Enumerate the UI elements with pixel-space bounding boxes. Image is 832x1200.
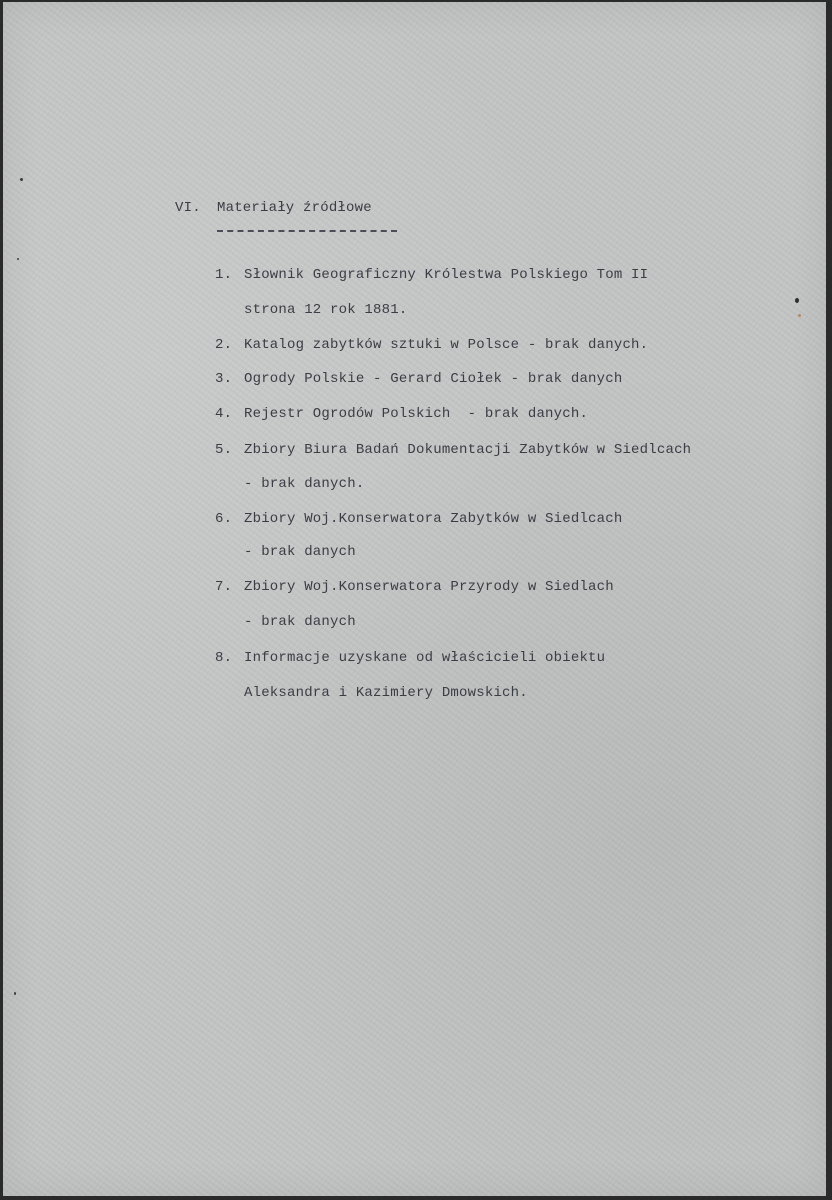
list-item-text-continued: strona 12 rok 1881. [244,302,408,318]
list-item-text: Zbiory Woj.Konserwatora Przyrody w Siedlach [244,579,614,595]
paper-speck [798,314,801,317]
list-item-text: Ogrody Polskie - Gerard Ciołek - brak danych [244,371,623,387]
list-item-number: 7. [215,579,233,595]
list-item-text-continued: - brak danych [244,544,356,560]
list-item-text-continued: - brak danych. [244,476,365,492]
section-number: VI. [175,200,201,216]
list-item-text: Rejestr Ogrodów Polskich - brak danych. [244,406,589,422]
list-item-number: 4. [215,406,233,422]
title-underline [217,230,397,232]
list-item-number: 5. [215,442,233,458]
paper-speck [20,178,23,181]
paper-speck [14,992,16,995]
section-title: Materiały źródłowe [217,200,372,216]
paper-speck [795,298,799,303]
list-item-text-continued: Aleksandra i Kazimiery Dmowskich. [244,685,528,701]
list-item-number: 3. [215,371,233,387]
list-item-text-continued: - brak danych [244,614,356,630]
list-item-number: 1. [215,267,233,283]
paper-speck [17,258,19,260]
list-item-text: Informacje uzyskane od właścicieli obiektu [244,650,606,666]
document-page [3,2,826,1196]
list-item-number: 8. [215,650,233,666]
list-item-text: Zbiory Biura Badań Dokumentacji Zabytków w Siedlcach [244,442,692,458]
list-item-text: Zbiory Woj.Konserwatora Zabytków w Siedlcach [244,511,623,527]
list-item-text: Słownik Geograficzny Królestwa Polskiego Tom II [244,267,649,283]
list-item-number: 6. [215,511,233,527]
list-item-text: Katalog zabytków sztuki w Polsce - brak danych. [244,337,649,353]
list-item-number: 2. [215,337,233,353]
